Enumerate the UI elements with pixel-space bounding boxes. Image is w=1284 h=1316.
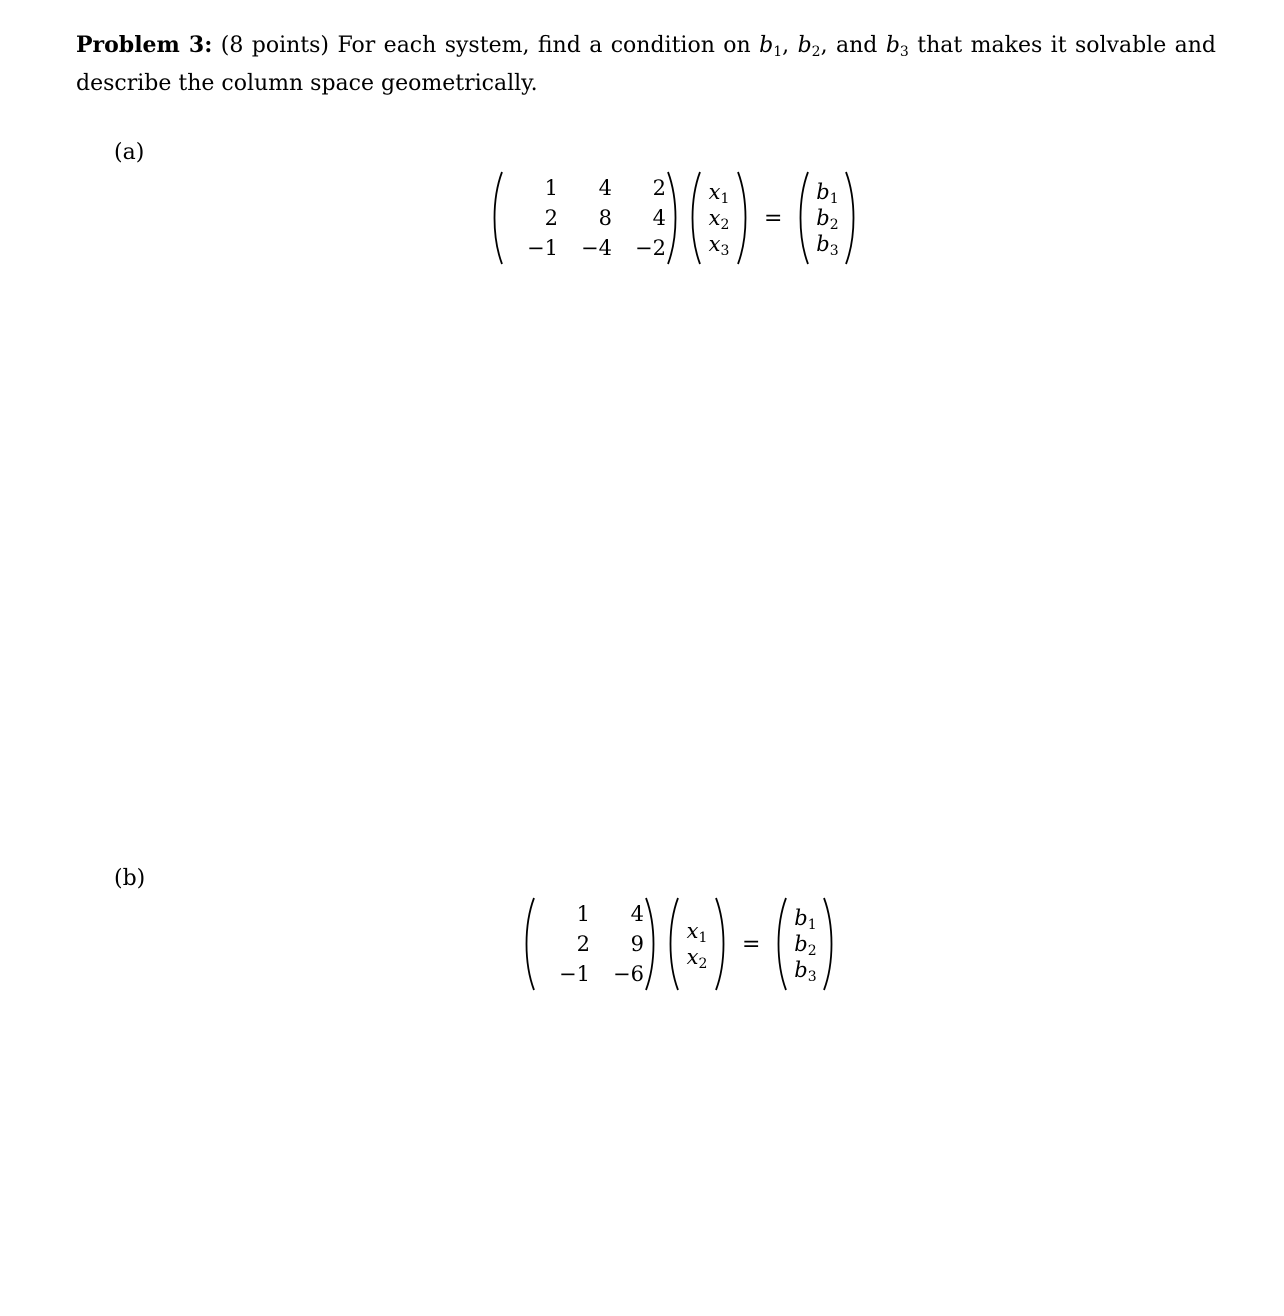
right-paren — [736, 170, 750, 266]
vector-entry: $b_2$ — [816, 206, 839, 233]
left-paren — [774, 896, 788, 992]
matrix-entry: 4 — [630, 902, 644, 926]
left-paren — [796, 170, 810, 266]
vector-entry: $x_2$ — [686, 945, 708, 972]
vector-entry: $x_1$ — [708, 180, 730, 207]
equals-sign: = — [742, 931, 761, 957]
vector-entry: $b_3$ — [816, 232, 839, 259]
x-vector — [688, 170, 750, 266]
matrix-entry: −2 — [635, 236, 666, 260]
b3-symbol: $b_3$ — [885, 33, 909, 60]
matrix-entry: −1 — [527, 236, 558, 260]
vector-entry: $x_1$ — [686, 919, 708, 946]
vector-entry: $b_1$ — [816, 180, 839, 207]
vector-entry: $b_2$ — [794, 932, 817, 959]
vector-entry: $x_3$ — [708, 232, 730, 259]
left-paren — [522, 896, 536, 992]
matrix-entry: 2 — [576, 932, 590, 956]
equation-a — [490, 170, 858, 266]
b2-symbol: $b_2$ — [797, 33, 821, 60]
left-paren — [490, 170, 504, 266]
vector-entry: $x_2$ — [708, 206, 730, 233]
right-paren — [644, 896, 658, 992]
matrix-entry: −6 — [613, 962, 644, 986]
matrix-entry: 2 — [652, 176, 666, 200]
problem-text-post: that makes it solvable and describe the column space geometrically. — [76, 33, 1216, 96]
problem-text-pre: For each system, find a condition on — [337, 33, 751, 58]
matrix-entry: 9 — [630, 932, 644, 956]
vector-entry: $b_1$ — [794, 906, 817, 933]
matrix-entry: 1 — [544, 176, 558, 200]
b-vector — [796, 170, 858, 266]
part-a-label: (a) — [114, 140, 145, 165]
matrix-entry: 4 — [652, 206, 666, 230]
coefficient-matrix — [522, 896, 658, 992]
problem-points: (8 points) — [220, 33, 330, 58]
right-paren — [666, 170, 680, 266]
matrix-entry: 4 — [598, 176, 612, 200]
matrix-entry: 8 — [598, 206, 612, 230]
right-paren — [844, 170, 858, 266]
x-vector — [666, 896, 728, 992]
left-paren — [688, 170, 702, 266]
left-paren — [666, 896, 680, 992]
right-paren — [714, 896, 728, 992]
b-vector — [774, 896, 836, 992]
problem-and: and — [836, 33, 878, 58]
matrix-entry: −1 — [559, 962, 590, 986]
problem-statement: Problem 3: (8 points) For each system, find a condition on $b_1$, $b_2$, and $b_3$ that makes it solvable and describe the column space geometrically. — [76, 32, 1216, 96]
matrix-entry: 2 — [544, 206, 558, 230]
coefficient-matrix — [490, 170, 680, 266]
equation-b — [522, 896, 836, 992]
vector-entry: $b_3$ — [794, 958, 817, 985]
matrix-entry: −4 — [581, 236, 612, 260]
problem-heading: Problem 3: — [76, 32, 213, 58]
b1-symbol: $b_1$ — [759, 33, 783, 60]
part-b-label: (b) — [114, 866, 146, 891]
matrix-entry: 1 — [576, 902, 590, 926]
right-paren — [822, 896, 836, 992]
equals-sign: = — [764, 205, 783, 231]
